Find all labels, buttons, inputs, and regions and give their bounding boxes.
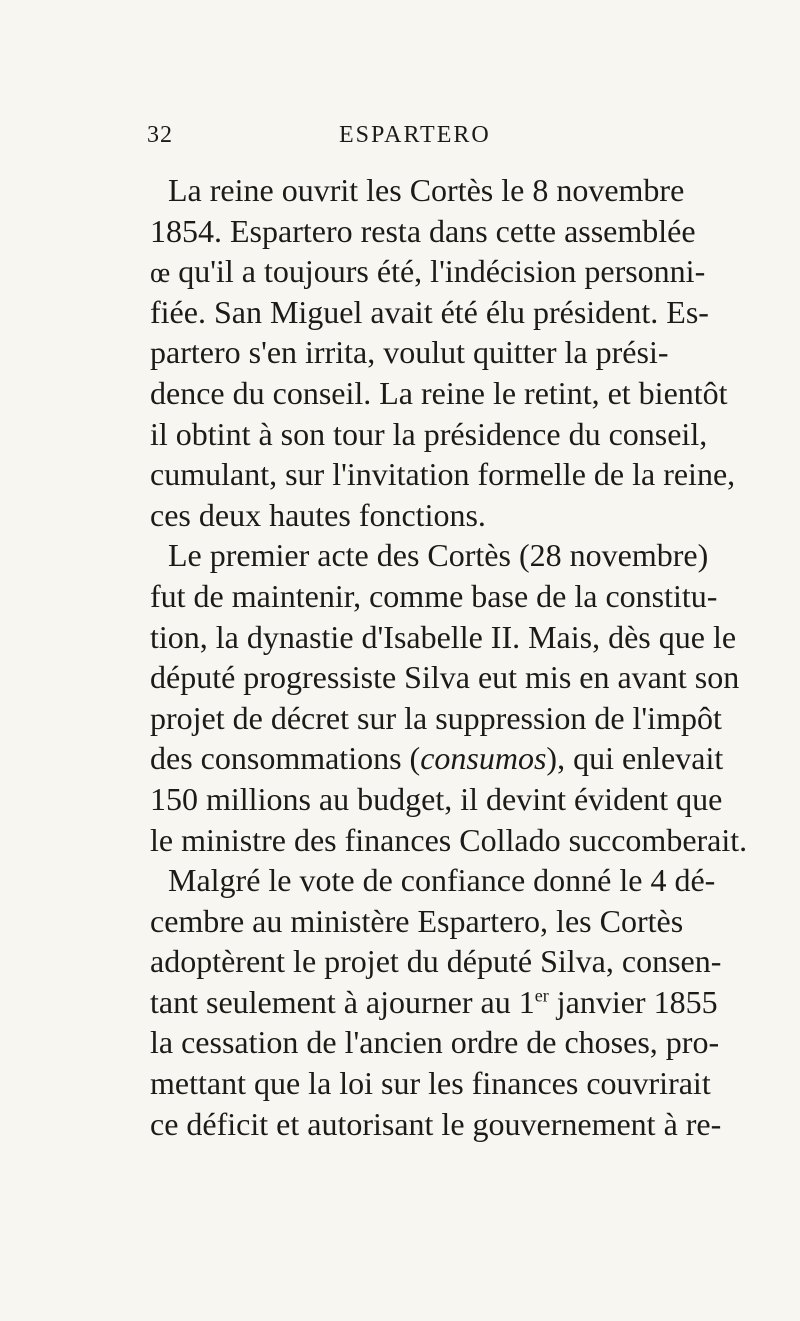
text-line bbox=[150, 982, 790, 1023]
text-line: il obtint à son tour la présidence du conseil, bbox=[150, 415, 708, 452]
text-line: mettant que la loi sur les finances couvrirait bbox=[150, 1065, 711, 1102]
text-line: partero s'en irrita, voulut quitter la prési- bbox=[150, 334, 669, 371]
text-line: 150 millions au budget, il devint évident que bbox=[150, 780, 723, 817]
text-line: fiée. San Miguel avait été élu président. Es- bbox=[150, 293, 709, 330]
text-line: adoptèrent le projet du député Silva, consen- bbox=[150, 943, 722, 980]
text-fragment: ), qui enlevait bbox=[546, 740, 724, 777]
text-line: fut de maintenir, comme base de la constitu- bbox=[150, 577, 718, 614]
text-line: projet de décret sur la suppression de l'impôt bbox=[150, 699, 722, 736]
text-line: La reine ouvrit les Cortès le 8 novembre bbox=[168, 172, 685, 208]
text-line: Malgré le vote de confiance donné le 4 dé- bbox=[168, 862, 716, 899]
text-line bbox=[150, 251, 790, 292]
text-line bbox=[150, 738, 790, 779]
text-fragment: des consommations ( bbox=[150, 740, 421, 777]
text-line: le ministre des finances Collado succomberait. bbox=[150, 821, 748, 858]
text-fragment: tant seulement à ajourner au 1 bbox=[150, 983, 535, 1020]
text-line-content: qu'il a toujours été, l'indécision personni- bbox=[178, 253, 706, 290]
body-text bbox=[150, 170, 790, 1144]
text-fragment: janvier 1855 bbox=[548, 983, 718, 1020]
page-header bbox=[147, 122, 777, 162]
text-line: dence du conseil. La reine le retint, et bientôt bbox=[150, 374, 728, 411]
running-head: ESPARTERO bbox=[339, 122, 491, 148]
text-line: député progressiste Silva eut mis en avant son bbox=[150, 659, 740, 696]
text-line: Le premier acte des Cortès (28 novembre) bbox=[168, 537, 709, 574]
text-line: cembre au ministère Espartero, les Cortès bbox=[150, 902, 684, 939]
superscript: er bbox=[534, 985, 549, 1006]
text-line: ce déficit et autorisant le gouvernement à re- bbox=[150, 1105, 722, 1142]
ink-blot: œ bbox=[150, 258, 171, 290]
italic-term: consumos bbox=[420, 740, 547, 777]
text-line: ces deux hautes fonctions. bbox=[150, 496, 486, 533]
text-line: la cessation de l'ancien ordre de choses, pro- bbox=[150, 1024, 720, 1061]
text-line: tion, la dynastie d'Isabelle II. Mais, dès que le bbox=[150, 618, 737, 655]
page-number: 32 bbox=[147, 122, 173, 148]
text-line: cumulant, sur l'invitation formelle de la reine, bbox=[150, 456, 736, 493]
text-line: 1854. Espartero resta dans cette assemblée bbox=[150, 212, 696, 249]
